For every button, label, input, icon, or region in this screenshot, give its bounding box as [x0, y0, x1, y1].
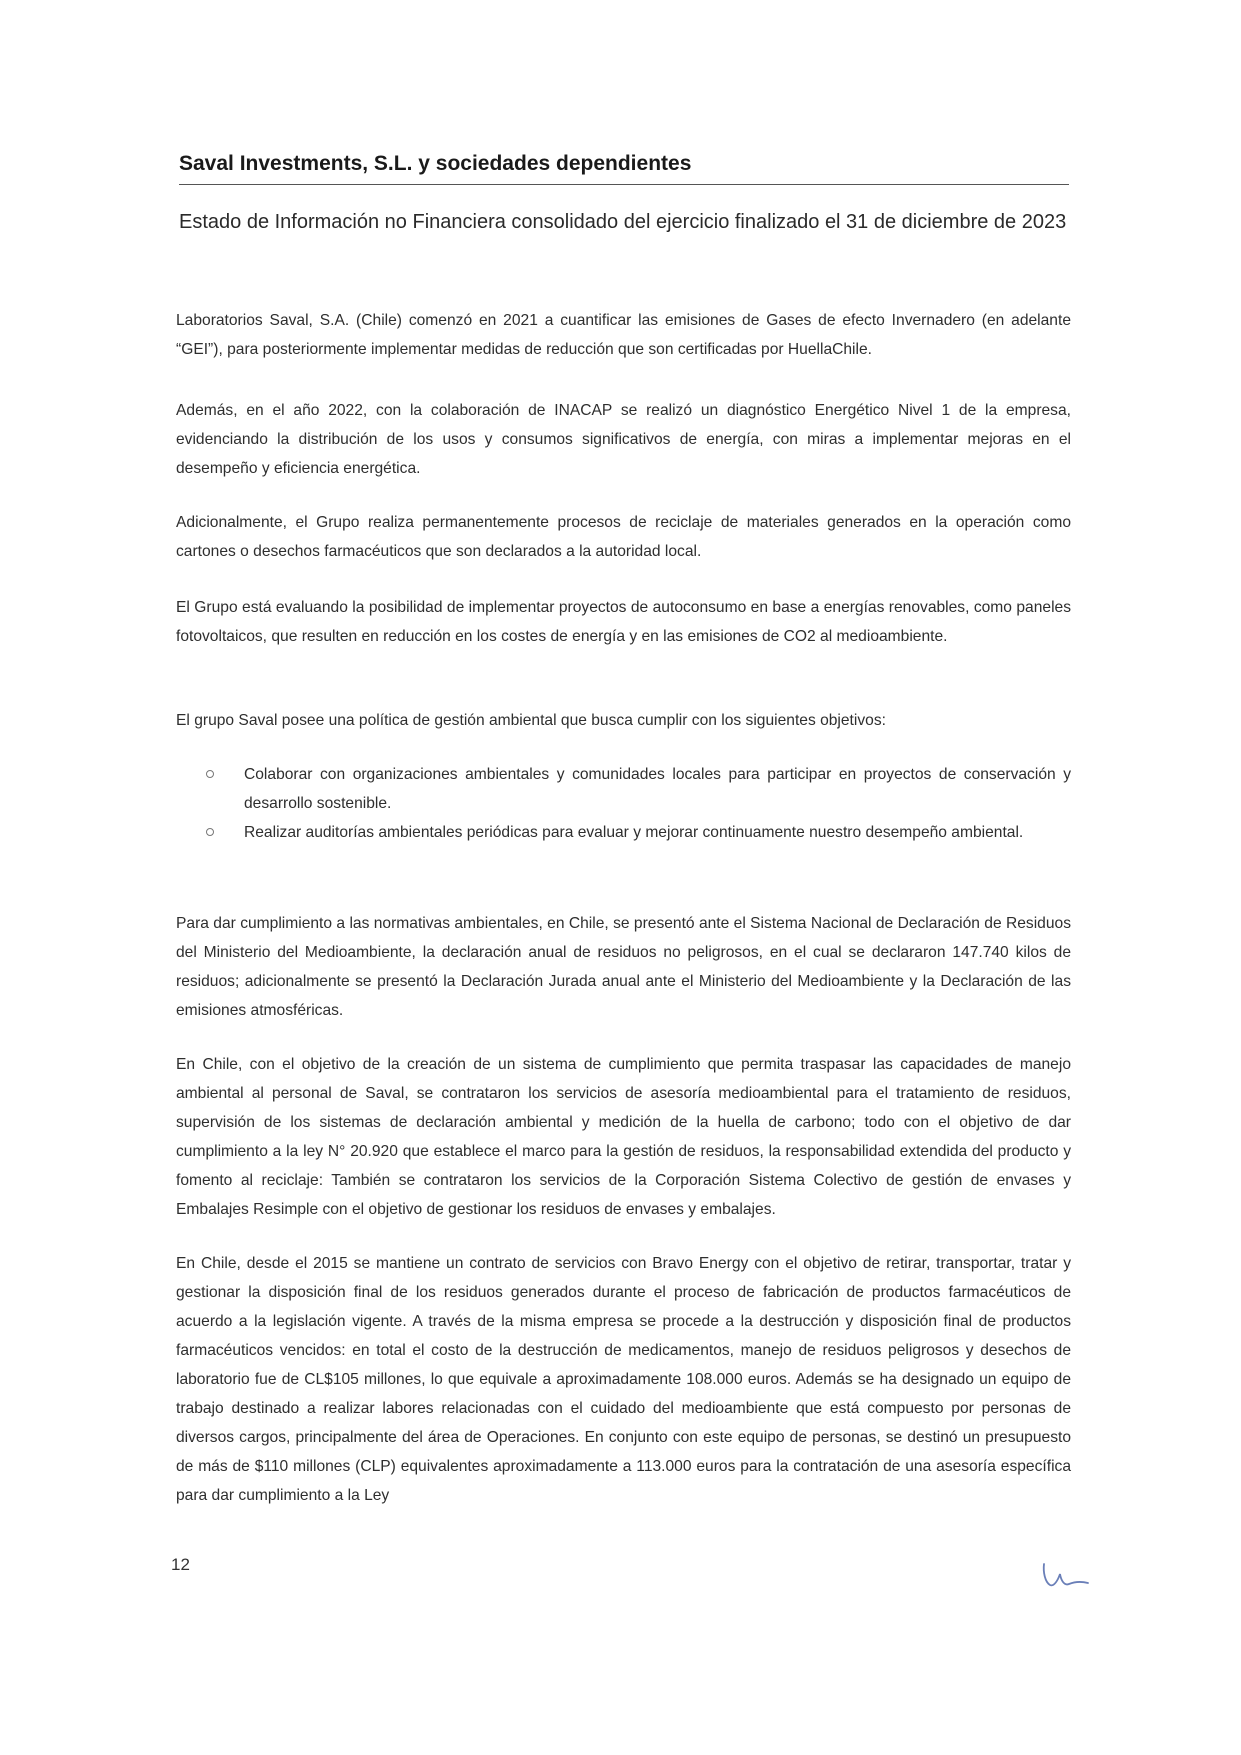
list-item: [176, 818, 1071, 847]
circle-bullet-icon: [206, 828, 214, 836]
list-item-text: Colaborar con organizaciones ambientales y comunidades locales para participar en proyectos de conservación y desarrollo sostenible.: [244, 766, 1071, 812]
circle-bullet-icon: [206, 770, 214, 778]
paragraph-waste-declaration: Para dar cumplimiento a las normativas ambientales, en Chile, se presentó ante el Sistema Nacional de Declaración de Residuos del Ministerio del Medioambiente, la declaración anual de residuos no peligrosos, en el cual se declararon 147.740 kilos de residuos; adicionalmente se presentó la Declaración Jurada anual ante el Ministerio del Medioambiente y la Declaración de las emisiones atmosféricas.: [176, 915, 1071, 1019]
page-number: 12: [171, 1555, 190, 1574]
paragraph-bravo-energy: En Chile, desde el 2015 se mantiene un contrato de servicios con Bravo Energy con el objetivo de retirar, transportar, tratar y gestionar la disposición final de los residuos generados durante el proceso de fabricación de productos farmacéuticos de acuerdo a la legislación vigente. A través de la misma empresa se procede a la destrucción y disposición final de productos farmacéuticos vencidos: en total el costo de la destrucción de medicamentos, manejo de residuos peligrosos y desechos de laboratorio fue de CL$105 millones, lo que equivale a aproximadamente 108.000 euros. Además se ha designado un equipo de trabajo destinado a realizar labores relacionadas con el cuidado del medioambiente que está compuesto por personas de diversos cargos, principalmente del área de Operaciones. En conjunto con este equipo de personas, se destinó un presupuesto de más de $110 millones (CLP) equivalentes aproximadamente a 113.000 euros para la contratación de una asesoría específica para dar cumplimiento a la Ley: [176, 1255, 1071, 1504]
company-title: Saval Investments, S.L. y sociedades dependientes: [179, 152, 692, 175]
paragraph-energy-diagnosis: Además, en el año 2022, con la colaboración de INACAP se realizó un diagnóstico Energético Nivel 1 de la empresa, evidenciando la distribución de los usos y consumos significativos de energía, con miras a implementar mejoras en el desempeño y eficiencia energética.: [176, 402, 1071, 477]
handwritten-initials-icon: [1040, 1558, 1092, 1597]
paragraph-ghg-emissions: Laboratorios Saval, S.A. (Chile) comenzó en 2021 a cuantificar las emisiones de Gases de efecto Invernadero (en adelante “GEI”), para posteriormente implementar medidas de reducción que son certificadas por HuellaChile.: [176, 312, 1071, 358]
paragraph-advisory-services: En Chile, con el objetivo de la creación de un sistema de cumplimiento que permita traspasar las capacidades de manejo ambiental al personal de Saval, se contrataron los servicios de asesoría medioambiental para el tratamiento de residuos, supervisión de los sistemas de declaración ambiental y medición de la huella de carbono; todo con el objetivo de dar cumplimiento a la ley N° 20.920 que establece el marco para la gestión de residuos, la responsabilidad extendida del producto y fomento al reciclaje: También se contrataron los servicios de la Corporación Sistema Colectivo de gestión de envases y Embalajes Resimple con el objetivo de gestionar los residuos de envases y embalajes.: [176, 1056, 1071, 1218]
list-item: [176, 760, 1071, 818]
header-divider: [179, 184, 1069, 185]
report-subtitle: Estado de Información no Financiera consolidado del ejercicio finalizado el 31 de diciembre de 2023: [179, 211, 1067, 233]
paragraph-recycling: Adicionalmente, el Grupo realiza permanentemente procesos de reciclaje de materiales generados en la operación como cartones o desechos farmacéuticos que son declarados a la autoridad local.: [176, 514, 1071, 560]
paragraph-policy-intro: El grupo Saval posee una política de gestión ambiental que busca cumplir con los siguientes objetivos:: [176, 712, 886, 729]
list-item-text: Realizar auditorías ambientales periódicas para evaluar y mejorar continuamente nuestro desempeño ambiental.: [244, 824, 1024, 841]
policy-objectives-list: [176, 760, 1071, 847]
paragraph-renewables: El Grupo está evaluando la posibilidad de implementar proyectos de autoconsumo en base a energías renovables, como paneles fotovoltaicos, que resulten en reducción en los costes de energía y en las emisiones de CO2 al medioambiente.: [176, 599, 1071, 645]
